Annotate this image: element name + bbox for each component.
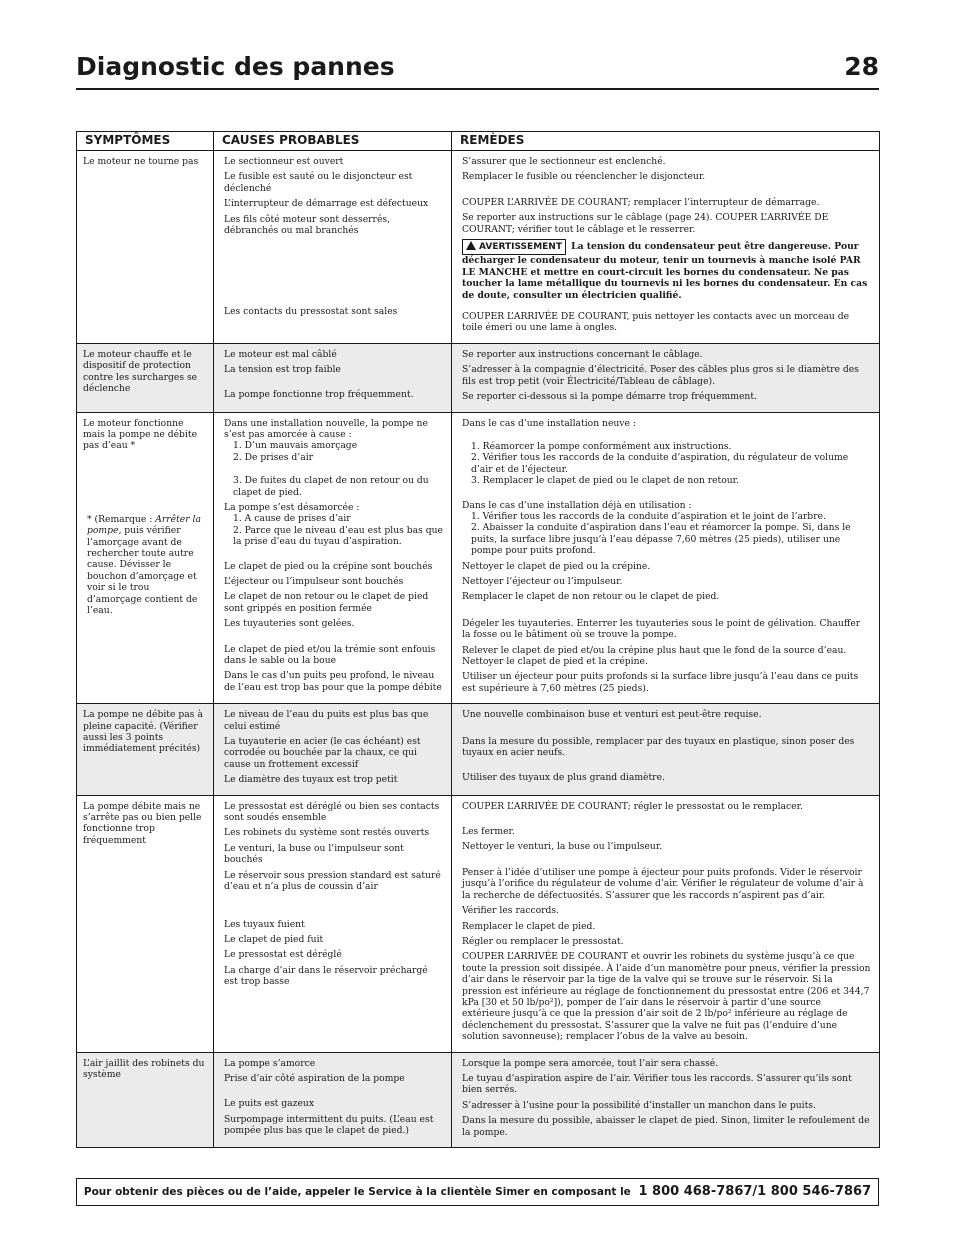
remedy-text: Dans le cas d’une installation déjà en utilisation : xyxy=(462,499,692,511)
symptom-cell xyxy=(77,343,214,412)
remedy-text: 3. Remplacer le clapet de pied ou le clapet de non retour. xyxy=(471,475,739,487)
cause-text: 2. Parce que le niveau d’eau est plus bas que la prise d’eau du tuyau d’aspiration. xyxy=(233,524,443,548)
symptom-text: Le moteur ne tourne pas xyxy=(83,156,199,167)
causes-cell xyxy=(214,1052,452,1147)
table-row xyxy=(77,412,880,704)
table-row xyxy=(77,795,880,1052)
remedy-text: Nettoyer le clapet de pied ou la crépine. xyxy=(462,560,651,572)
remedy-text: Se reporter aux instructions sur le câblage (page 24). COUPER L’ARRIVÉE DE COURANT; vérifier tout le câblage et le resserrer. xyxy=(462,212,829,235)
cause-text: La pompe s’amorce xyxy=(224,1057,316,1069)
cause-text: Les tuyaux fuient xyxy=(224,918,305,930)
causes-cell xyxy=(214,343,452,412)
remedy-text: Utiliser des tuyaux de plus grand diamètre. xyxy=(462,772,665,784)
causes-cell xyxy=(214,412,452,704)
remedy-text: Penser à l’idée d’utiliser une pompe à éjecteur pour puits profonds. Vider le réservoir jusqu’à l’orifice du régulateur de volume d’air. Vérifier le régulateur de volume d’air à la recherche de défectuosités. S’assurer que les raccords n’aspirent pas d’air. xyxy=(462,866,864,901)
cause-text: Le moteur est mal câblé xyxy=(224,348,337,360)
column-header-causes: CAUSES PROBABLES xyxy=(214,132,452,151)
symptom-note-prefix: * (Remarque : xyxy=(87,513,156,525)
remedy-text: Se reporter aux instructions concernant le câblage. xyxy=(462,348,703,360)
cause-text: La pompe s’est désamorcée : xyxy=(224,501,360,513)
remedy-text: Dans le cas d’une installation neuve : xyxy=(462,417,636,429)
symptom-cell xyxy=(77,795,214,1052)
cause-text: 2. De prises d’air xyxy=(233,451,314,463)
cause-text: Prise d’air côté aspiration de la pompe xyxy=(224,1072,405,1084)
remedy-text: COUPER L’ARRIVÉE DE COURANT, puis nettoyer les contacts avec un morceau de toile émeri ou une lame à ongles. xyxy=(462,311,850,334)
symptom-note-italic: Arrêter la pompe, xyxy=(87,513,201,537)
cause-text: L’éjecteur ou l’impulseur sont bouchés xyxy=(224,575,404,587)
cause-text: 1. D’un mauvais amorçage xyxy=(233,440,358,452)
remedies-cell xyxy=(452,1052,880,1147)
symptom-text: La pompe débite mais ne s’arrête pas ou bien pelle fonctionne trop fréquemment xyxy=(83,800,202,846)
warning-block xyxy=(462,239,871,301)
table-row xyxy=(77,151,880,344)
symptom-cell xyxy=(77,412,214,704)
remedy-text: Se reporter ci-dessous si la pompe démarre trop fréquemment. xyxy=(462,391,757,403)
causes-cell xyxy=(214,704,452,795)
cause-text: Surpompage intermittent du puits. (L’eau est pompée plus bas que le clapet de pied.) xyxy=(224,1113,434,1137)
causes-cell xyxy=(214,795,452,1052)
remedy-text: Une nouvelle combinaison buse et venturi est peut-être requise. xyxy=(462,709,762,721)
table-row xyxy=(77,1052,880,1147)
remedy-text: Vérifier les raccords. xyxy=(462,905,560,917)
cause-text: Le diamètre des tuyaux est trop petit xyxy=(224,774,398,786)
remedy-text: Nettoyer l’éjecteur ou l’impulseur. xyxy=(462,575,623,587)
warning-text: La tension du condensateur peut être dangereuse. Pour décharger le condensateur du moteur, tenir un tournevis à manche isolé PAR LE MANCHE et mettre en court-circuit les bornes du condensateur. Ne pas toucher la lame métallique du tournevis ni les bornes du condensateur. En cas de doute, consulter un électricien qualifié. xyxy=(462,241,868,301)
cause-text: Le venturi, la buse ou l’impulseur sont bouchés xyxy=(224,842,404,866)
warning-badge xyxy=(462,239,566,255)
remedy-text: Régler ou remplacer le pressostat. xyxy=(462,935,624,947)
page-number: 28 xyxy=(844,52,879,81)
cause-text: Les robinets du système sont restés ouverts xyxy=(224,827,430,839)
remedy-text: Utiliser un éjecteur pour puits profonds si la surface libre jusqu’à l’eau dans ce puits est supérieure à 7,60 mètres (25 pieds). xyxy=(462,671,859,694)
remedy-text: 2. Abaisser la conduite d’aspiration dans l’eau et réamorcer la pompe. Si, dans le puits, la surface libre jusqu’à l’eau dépasse 7,60 mètres (25 pieds), utiliser une pompe pour puits profond. xyxy=(471,522,851,557)
cause-text: Le niveau de l’eau du puits est plus bas que celui estimé xyxy=(224,709,429,732)
remedy-text: Relever le clapet de pied et/ou la crépine plus haut que le fond de la source d’eau. Nettoyer le clapet de pied et la crépine. xyxy=(462,644,847,667)
remedy-text: Dans la mesure du possible, remplacer par des tuyaux en plastique, sinon poser des tuyaux en acier neufs. xyxy=(462,735,855,759)
cause-text: Le puits est gazeux xyxy=(224,1098,315,1110)
symptom-text: L’air jaillit des robinets du système xyxy=(83,1057,205,1080)
cause-text: Les tuyauteries sont gelées. xyxy=(224,618,355,630)
symptom-cell xyxy=(77,1052,214,1147)
cause-text: Le fusible est sauté ou le disjoncteur est déclenché xyxy=(224,171,413,194)
cause-text: La tension est trop faible xyxy=(224,364,341,376)
symptom-text: Le moteur chauffe et le dispositif de protection contre les surcharges se déclenche xyxy=(83,348,198,395)
symptom-text: La pompe ne débite pas à pleine capacité. (Vérifier aussi les 3 points immédiatement précités) xyxy=(83,709,203,755)
warning-triangle-icon xyxy=(466,241,476,250)
symptom-cell xyxy=(77,151,214,344)
column-header-symptoms: SYMPTÔMES xyxy=(77,132,214,151)
remedy-text: 1. Vérifier tous les raccords de la conduite d’aspiration et le joint de l’arbre. xyxy=(471,510,826,522)
cause-text: Le clapet de non retour ou le clapet de pied sont grippés en position fermée xyxy=(224,591,429,614)
remedies-cell xyxy=(452,151,880,344)
footer-contact-bar xyxy=(76,1178,879,1206)
remedy-text: COUPER L’ARRIVÉE DE COURANT; remplacer l’interrupteur de démarrage. xyxy=(462,196,820,208)
table-row xyxy=(77,704,880,795)
cause-text: 3. De fuites du clapet de non retour ou du clapet de pied. xyxy=(233,475,429,498)
table-row xyxy=(77,343,880,412)
cause-text: Le sectionneur est ouvert xyxy=(224,156,344,167)
remedies-cell xyxy=(452,343,880,412)
remedy-text: Lorsque la pompe sera amorcée, tout l’air sera chassé. xyxy=(462,1057,719,1069)
cause-text: L’interrupteur de démarrage est défectueux xyxy=(224,198,429,210)
remedy-text: 1. Réamorcer la pompe conformément aux instructions. xyxy=(471,440,732,452)
remedy-text: Remplacer le fusible ou réenclencher le disjoncteur. xyxy=(462,171,706,183)
remedy-text: S’adresser à l’usine pour la possibilité d’installer un manchon dans le puits. xyxy=(462,1099,816,1111)
remedy-text: 2. Vérifier tous les raccords de la conduite d’aspiration, du régulateur de volume d’air et de l’éjecteur. xyxy=(471,452,849,475)
symptom-text: Le moteur fonctionne mais la pompe ne débite pas d’eau * xyxy=(83,417,198,452)
causes-cell xyxy=(214,151,452,344)
footer-text: Pour obtenir des pièces ou de l’aide, appeler le Service à la clientèle Simer en composant le xyxy=(83,1186,631,1198)
remedies-cell xyxy=(452,795,880,1052)
cause-text: Le clapet de pied ou la crépine sont bouchés xyxy=(224,560,433,572)
table-header-row xyxy=(77,132,880,151)
remedy-text: Remplacer le clapet de pied. xyxy=(462,920,596,932)
troubleshooting-table xyxy=(76,131,880,1148)
warning-label: AVERTISSEMENT xyxy=(479,242,562,253)
remedy-text: COUPER L’ARRIVÉE DE COURANT; régler le pressostat ou le remplacer. xyxy=(462,800,803,812)
page-header xyxy=(76,48,879,90)
cause-text: Dans le cas d’un puits peu profond, le niveau de l’eau est trop bas pour que la pompe débite xyxy=(224,670,442,693)
footer-phone: 1 800 468-7867/1 800 546-7867 xyxy=(638,1184,872,1199)
cause-text: Les contacts du pressostat sont sales xyxy=(224,306,398,318)
symptom-note xyxy=(83,514,207,617)
cause-text: La pompe fonctionne trop fréquemment. xyxy=(224,388,414,400)
cause-text: Dans une installation nouvelle, la pompe ne s’est pas amorcée à cause : xyxy=(224,417,428,440)
remedy-text: S’assurer que le sectionneur est enclenché. xyxy=(462,156,666,167)
remedy-text: Dégeler les tuyauteries. Enterrer les tuyauteries sous le point de gélivation. Chauffer la fosse ou le bâtiment où se trouve la pompe. xyxy=(462,617,861,641)
remedy-text: Le tuyau d’aspiration aspire de l’air. Vérifier tous les raccords. S’assurer qu’ils sont bien serrés. xyxy=(462,1072,852,1096)
cause-text: Le pressostat est déréglé xyxy=(224,949,342,961)
cause-text: Le clapet de pied fuit xyxy=(224,933,324,945)
symptom-cell xyxy=(77,704,214,795)
remedy-text: Les fermer. xyxy=(462,826,515,838)
remedy-text: Nettoyer le venturi, la buse ou l’impulseur. xyxy=(462,841,663,853)
remedy-text: COUPER L’ARRIVÉE DE COURANT et ouvrir les robinets du système jusqu’à ce que toute la pression soit dissipée. À l’aide d’un manomètre pour pneus, vérifier la pression d’air dans le réservoir par la tige de la valve qui se trouve sur le réservoir. Si la pression est inférieure au réglage de fonctionnement du pressostat entre (206 et 344,7 kPa [30 et 50 lb/po²]), pomper de l’air dans le réservoir à partir d’une source extérieure jusqu’à ce que la pression d’air soit de 2 lb/po² inférieure au réglage de déclenchement du pressostat. S’assurer que la valve ne fuit pas (l’enduire d’une solution savonneuse); remplacer l’obus de la valve au besoin. xyxy=(462,951,871,1043)
cause-text: La charge d’air dans le réservoir préchargé est trop basse xyxy=(224,964,428,988)
remedy-text: Dans la mesure du possible, abaisser le clapet de pied. Sinon, limiter le refoulement de la pompe. xyxy=(462,1115,870,1138)
cause-text: Le clapet de pied et/ou la trémie sont enfouis dans le sable ou la boue xyxy=(224,643,436,666)
symptom-note-rest: puis vérifier l’amorçage avant de rechercher toute autre cause. Dévisser le bouchon d’amorçage et voir si le trou d’amorçage contient de l’eau. xyxy=(87,525,198,616)
cause-text: 1. A cause de prises d’air xyxy=(233,513,351,525)
cause-text: Le pressostat est déréglé ou bien ses contacts sont soudés ensemble xyxy=(224,800,440,824)
cause-text: Le réservoir sous pression standard est saturé d’eau et n’a plus de coussin d’air xyxy=(224,869,441,893)
page-title: Diagnostic des pannes xyxy=(76,52,395,81)
cause-text: Les fils côté moteur sont desserrés, débranchés ou mal branchés xyxy=(224,213,391,237)
column-header-remedies: REMÈDES xyxy=(452,132,880,151)
remedy-text: Remplacer le clapet de non retour ou le clapet de pied. xyxy=(462,591,720,603)
remedy-text: S’adresser à la compagnie d’électricité. Poser des câbles plus gros si le diamètre des fils est trop petit (voir Électricité/Tableau de câblage). xyxy=(462,364,859,387)
remedies-cell xyxy=(452,412,880,704)
cause-text: La tuyauterie en acier (le cas échéant) est corrodée ou bouchée par la chaux, ce qui cause un frottement excessif xyxy=(224,736,421,770)
remedies-cell xyxy=(452,704,880,795)
